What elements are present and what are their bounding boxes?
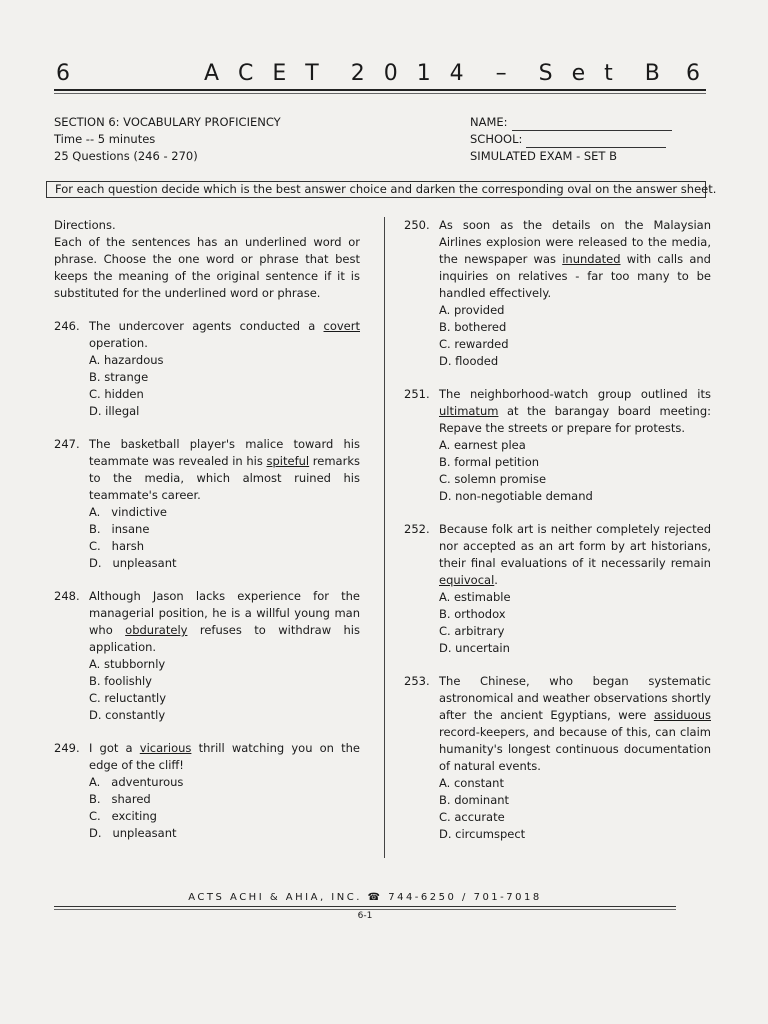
stem-text-before: Because folk art is neither completely rejected nor accepted as an art form by art historians, their final evaluations of it necessarily remain	[439, 522, 715, 570]
left-column	[54, 217, 364, 842]
answer-option[interactable]: B. foolishly	[89, 674, 152, 688]
student-form	[470, 114, 672, 165]
question-number: 251.	[404, 387, 430, 401]
stem-text-after: remarks to the media, which almost ruined his teammate's career.	[89, 454, 364, 502]
question-item	[54, 740, 364, 842]
answer-option[interactable]: B. shared	[89, 792, 151, 806]
exam-title: A C E T 2 0 1 4 – S e t B	[204, 61, 666, 86]
answer-option[interactable]: D. uncertain	[439, 641, 510, 655]
answer-option[interactable]: A. constant	[439, 776, 504, 790]
answer-option[interactable]: C. exciting	[89, 809, 157, 823]
school-label: SCHOOL:	[470, 132, 523, 146]
question-stem	[439, 386, 715, 437]
answer-option[interactable]: B. strange	[89, 370, 149, 384]
footer-company: ACTS ACHI & AHIA, INC. ☎ 744-6250 / 701-7018	[188, 892, 542, 903]
footer-rule	[54, 906, 676, 907]
stem-text-before: As soon as the details on the Malaysian Airlines explosion were released to the media, the newspaper was	[439, 218, 715, 266]
answer-option[interactable]: C. reluctantly	[89, 691, 167, 705]
answer-option[interactable]: D. circumspect	[439, 827, 526, 841]
answer-option[interactable]: D. flooded	[439, 354, 499, 368]
question-stem	[439, 673, 715, 775]
answer-option[interactable]: B. bothered	[439, 320, 507, 334]
question-item	[54, 318, 364, 420]
stem-text-before: The neighborhood-watch group outlined its	[439, 387, 715, 401]
underlined-word: assiduous	[653, 708, 711, 722]
section-questions: 25 Questions (246 - 270)	[54, 149, 198, 163]
section-info	[54, 114, 281, 165]
stem-text-before: The basketball player's malice toward his teammate was revealed in his	[89, 437, 364, 468]
right-questions	[404, 217, 715, 843]
answer-option[interactable]: A. provided	[439, 303, 505, 317]
question-number: 246.	[54, 319, 80, 333]
answer-option[interactable]: B. formal petition	[439, 455, 540, 469]
directions-text: Each of the sentences has an underlined word or phrase. Choose the one word or phrase that best keeps the meaning of the original sentence if it is substituted for the underlined word or phrase.	[54, 235, 360, 300]
question-number: 249.	[54, 741, 80, 755]
underlined-word: inundated	[562, 252, 621, 266]
answer-option[interactable]: A. stubbornly	[89, 657, 166, 671]
answer-option[interactable]: A. vindictive	[89, 505, 167, 519]
answer-option[interactable]: A. adventurous	[89, 775, 184, 789]
answer-option[interactable]: C. arbitrary	[439, 624, 505, 638]
question-stem	[89, 740, 364, 774]
stem-text-after: with calls and inquiries on relatives - far too many to be handled effectively.	[439, 252, 715, 300]
question-stem	[89, 436, 364, 504]
answer-option[interactable]: A. hazardous	[89, 353, 164, 367]
answer-option[interactable]: A. estimable	[439, 590, 511, 604]
underlined-word: covert	[323, 319, 360, 333]
answer-option[interactable]: D. illegal	[89, 404, 140, 418]
stem-text-after: thrill watching you on the edge of the cliff!	[89, 741, 364, 772]
answer-option[interactable]: C. hidden	[89, 387, 144, 401]
underlined-word: vicarious	[139, 741, 192, 755]
answer-option[interactable]: D. unpleasant	[89, 826, 177, 840]
underlined-word: ultimatum	[439, 404, 499, 418]
question-item	[404, 521, 715, 657]
underlined-word: equivocal	[439, 573, 495, 587]
right-column	[404, 217, 715, 843]
answer-option[interactable]: C. accurate	[439, 810, 505, 824]
stem-text-before: The undercover agents conducted a	[89, 319, 324, 333]
column-divider	[384, 217, 385, 858]
instruction-box: For each question decide which is the best answer choice and darken the corresponding oval on the answer sheet.	[46, 181, 706, 198]
question-item	[54, 436, 364, 572]
header-rule	[54, 89, 706, 91]
stem-text-before: Although Jason lacks experience for the managerial position, he is a willful young man who	[89, 589, 364, 637]
question-item	[404, 673, 715, 843]
page-number: 6-1	[357, 911, 373, 921]
stem-text-after: .	[494, 573, 498, 587]
stem-text-after: at the barangay board meeting: Repave the streets or prepare for protests.	[439, 404, 715, 435]
question-stem	[89, 318, 364, 352]
answer-option[interactable]: B. insane	[89, 522, 150, 536]
question-number: 252.	[404, 522, 430, 536]
question-stem	[439, 521, 715, 589]
question-number: 247.	[54, 437, 80, 451]
answer-option[interactable]: C. rewarded	[439, 337, 509, 351]
question-stem	[439, 217, 715, 302]
answer-option[interactable]: B. orthodox	[439, 607, 506, 621]
name-label: NAME:	[470, 115, 508, 129]
question-item	[54, 588, 364, 724]
answer-option[interactable]: D. constantly	[89, 708, 166, 722]
question-number: 253.	[404, 674, 430, 688]
answer-option[interactable]: A. earnest plea	[439, 438, 526, 452]
section-number-left: 6	[56, 61, 70, 86]
page-header	[54, 60, 706, 88]
underlined-word: spiteful	[266, 454, 310, 468]
question-number: 248.	[54, 589, 80, 603]
answer-option[interactable]: D. unpleasant	[89, 556, 177, 570]
answer-option[interactable]: C. harsh	[89, 539, 144, 553]
stem-text-after: refuses to withdraw his application.	[89, 623, 364, 654]
question-number: 250.	[404, 218, 430, 232]
stem-text-after: record-keepers, and because of this, can claim humanity's longest continuous documentation of natural events.	[439, 708, 715, 773]
answer-option[interactable]: B. dominant	[439, 793, 510, 807]
directions-heading: Directions.	[54, 218, 116, 232]
stem-text-after: operation.	[89, 319, 364, 350]
header-rule-thin	[54, 93, 706, 94]
question-item	[404, 386, 715, 505]
stem-text-before: The Chinese, who began systematic astronomical and weather observations shortly after the ancient Egyptians, were	[439, 674, 715, 722]
answer-option[interactable]: C. solemn promise	[439, 472, 547, 486]
section-time: Time -- 5 minutes	[54, 132, 156, 146]
question-stem	[89, 588, 364, 656]
section-name: SECTION 6: VOCABULARY PROFICIENCY	[54, 115, 281, 129]
section-number-right: 6	[686, 61, 700, 86]
answer-option[interactable]: D. non-negotiable demand	[439, 489, 593, 503]
question-item	[404, 217, 715, 370]
stem-text-before: I got a	[89, 741, 140, 755]
left-questions	[54, 318, 364, 842]
underlined-word: obdurately	[125, 623, 188, 637]
exam-label: SIMULATED EXAM - SET B	[470, 149, 618, 163]
